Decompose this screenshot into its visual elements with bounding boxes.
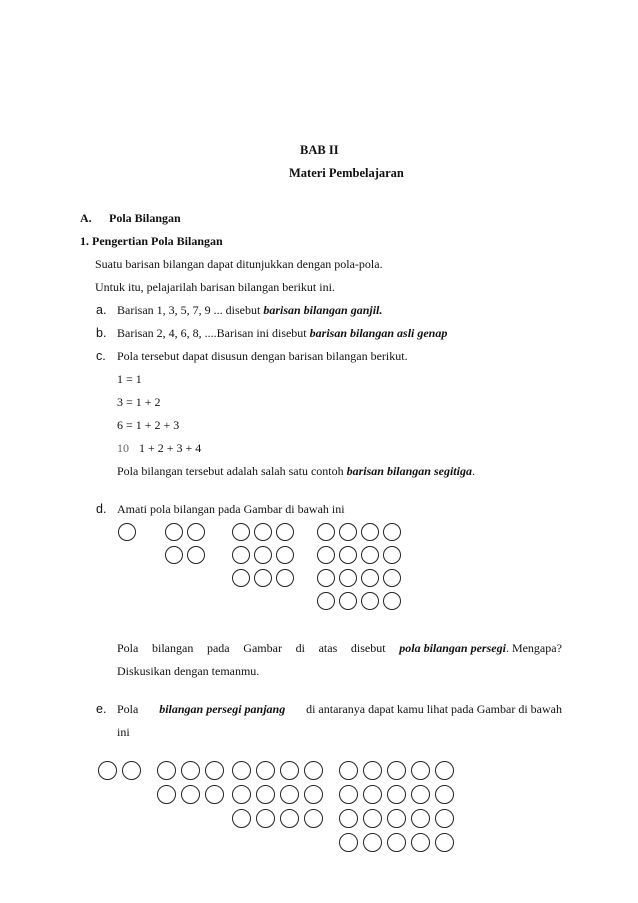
- rectangle-pattern-circle: [181, 761, 200, 780]
- rectangle-pattern-circle: [435, 833, 454, 852]
- rectangle-pattern-circle: [363, 833, 382, 852]
- rectangle-pattern-circle: [157, 785, 176, 804]
- item-a-body: Barisan 1, 3, 5, 7, 9 ... disebut: [117, 303, 264, 317]
- item-e-term: bilangan persegi panjang: [159, 702, 286, 716]
- summary-end: .: [471, 464, 475, 478]
- rectangle-pattern-circle: [411, 785, 430, 804]
- rectangle-pattern-circle: [232, 809, 251, 828]
- section-label: A.: [80, 211, 92, 225]
- word: di: [295, 641, 305, 655]
- rectangle-pattern-circle: [435, 761, 454, 780]
- rectangle-pattern-circle: [181, 785, 200, 804]
- equation-3: 6 = 1 + 2 + 3: [117, 418, 180, 432]
- word: bilangan: [152, 641, 194, 655]
- intro-line-2: Untuk itu, pelajarilah barisan bilangan berikut ini.: [95, 280, 335, 294]
- rectangle-pattern-circle: [157, 761, 176, 780]
- item-b-term: barisan bilangan asli genap: [309, 326, 448, 340]
- item-b-body: Barisan 2, 4, 6, 8, ....Barisan ini disebut: [117, 326, 310, 340]
- item-c-text: Pola tersebut dapat disusun dengan barisan bilangan berikut.: [117, 349, 408, 363]
- item-d-end: . Mengapa?: [505, 641, 562, 655]
- rectangle-pattern-circle: [387, 833, 406, 852]
- item-e-marker: e.: [96, 702, 107, 716]
- rectangle-pattern-circle: [411, 761, 430, 780]
- rectangle-pattern-circle: [339, 761, 358, 780]
- item-e-end: di antaranya dapat kamu lihat pada Gambar di bawah: [306, 702, 562, 716]
- rectangle-pattern-circle: [205, 761, 224, 780]
- word: disebut: [350, 641, 386, 655]
- rectangle-pattern-circle: [256, 809, 275, 828]
- word: pada: [206, 641, 230, 655]
- page-title: Materi Pembelajaran: [289, 166, 404, 180]
- rectangle-pattern-circle: [411, 809, 430, 828]
- rectangle-pattern-circle: [435, 809, 454, 828]
- equation-4-right: 1 + 2 + 3 + 4: [139, 441, 202, 455]
- rectangle-pattern-circle: [363, 785, 382, 804]
- rectangle-pattern-circle: [363, 761, 382, 780]
- rectangle-pattern-circle: [387, 809, 406, 828]
- summary-term: barisan bilangan segitiga: [346, 464, 472, 478]
- rectangle-pattern-circle: [339, 833, 358, 852]
- item-d-paragraph-line-2: Diskusikan dengan temanmu.: [117, 664, 260, 678]
- item-d-term: pola bilangan persegi: [399, 641, 506, 655]
- rectangle-pattern-circle: [387, 761, 406, 780]
- rectangle-pattern-circle: [304, 785, 323, 804]
- rectangle-pattern-circle: [387, 785, 406, 804]
- item-a-marker: a.: [96, 303, 107, 317]
- rectangle-pattern-circle: [122, 761, 141, 780]
- item-d-text: Amati pola bilangan pada Gambar di bawah ini: [117, 502, 345, 516]
- word: Pola: [117, 641, 139, 655]
- summary-body: Pola bilangan tersebut adalah salah satu contoh: [117, 464, 347, 478]
- equation-4-left: 10: [117, 441, 129, 455]
- item-c-marker: c.: [96, 349, 106, 363]
- rectangle-pattern-circle: [98, 761, 117, 780]
- rectangle-pattern-circle: [304, 761, 323, 780]
- rectangle-pattern-circle: [411, 833, 430, 852]
- item-a-term: barisan bilangan ganjil.: [263, 303, 383, 317]
- rectangle-pattern-circle: [205, 785, 224, 804]
- rectangle-pattern-circle: [304, 809, 323, 828]
- rectangle-pattern-circle: [280, 761, 299, 780]
- item-e-start: Pola: [117, 702, 139, 716]
- intro-line-1: Suatu barisan bilangan dapat ditunjukkan dengan pola-pola.: [95, 257, 383, 271]
- item-e-line-2: ini: [117, 725, 130, 739]
- item-b-marker: b.: [96, 326, 107, 340]
- word: Gambar: [243, 641, 282, 655]
- rectangle-pattern-circle: [256, 761, 275, 780]
- section-title: Pola Bilangan: [109, 211, 181, 225]
- rectangle-pattern-circle: [280, 809, 299, 828]
- rectangle-pattern-circle: [339, 785, 358, 804]
- rectangle-pattern-circle: [256, 785, 275, 804]
- item-d-marker: d.: [96, 502, 107, 516]
- chapter-heading: BAB II: [300, 143, 339, 157]
- rectangle-pattern-circle: [232, 761, 251, 780]
- rectangle-pattern-circle: [232, 785, 251, 804]
- equation-2: 3 = 1 + 2: [117, 395, 161, 409]
- rectangle-pattern-circle: [339, 809, 358, 828]
- rectangle-pattern-circle: [435, 785, 454, 804]
- equation-1: 1 = 1: [117, 372, 142, 386]
- rectangle-pattern-circle: [280, 785, 299, 804]
- rectangle-pattern-circle: [363, 809, 382, 828]
- subsection-title: 1. Pengertian Pola Bilangan: [80, 234, 223, 248]
- word: atas: [318, 641, 338, 655]
